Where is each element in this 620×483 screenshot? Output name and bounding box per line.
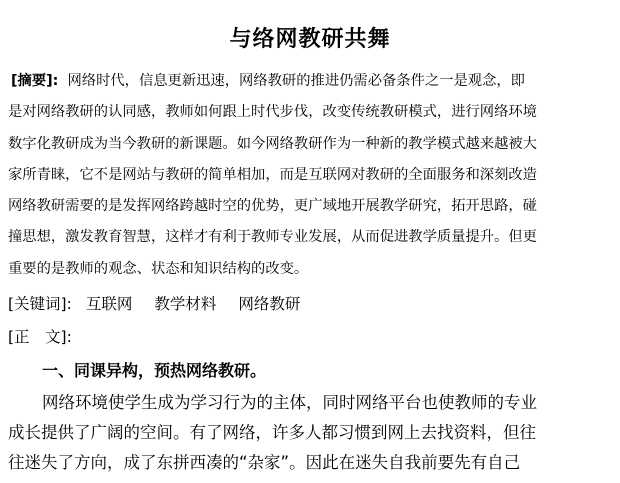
body-line: 往迷失了方向，成了东拼西凑的“杂家”。因此在迷失自我前要先有自己 [8, 453, 521, 472]
keyword: 教学材料 [154, 295, 217, 313]
abstract-line: 是对网络教研的认同感，教师如何跟上时代步伐，改变传统教研模式，进行网络环境 [8, 104, 537, 121]
abstract-line: 网络教研需要的是发挥网络跨越时空的优势，更广域地开展教学研究，拓开思路，碰 [8, 198, 537, 215]
abstract-label: [摘要]: [11, 73, 59, 89]
section-heading: 一、同课异构，预热网络教研。 [42, 361, 267, 380]
abstract-line: 撞思想，激发教育智慧，这样才有利于教师专业发展，从而促进教学质量提升。但更 [8, 229, 537, 246]
abstract-block [8, 66, 620, 285]
keyword: 互联网 [85, 295, 133, 313]
body-label: [正 文]: [8, 328, 72, 346]
keyword: 网络教研 [238, 295, 301, 313]
abstract-line [8, 66, 620, 97]
body-line: 网络环境使学生成为学习行为的主体，同时网络平台也使教师的专业 [42, 393, 537, 412]
keywords-line [8, 292, 300, 314]
body-paragraph [8, 388, 620, 478]
abstract-line: 家所青睐，它不是网站与教研的简单相加，而是互联网对教研的全面服务和深刻改造 [8, 166, 537, 183]
document-title: 与络网教研共舞 [229, 27, 391, 52]
abstract-line: 数字化教研成为当今教研的新课题。如今网络教研作为一种新的教学模式越来越被大 [8, 135, 537, 152]
abstract-line: 重要的是教师的观念、状态和知识结构的改变。 [8, 260, 309, 277]
keywords-label: [关键词]: [8, 295, 72, 313]
abstract-text: 网络时代，信息更新迅速，网络教研的推进仍需必备条件之一是观念，即 [67, 73, 525, 89]
body-line: 成长提供了广阔的空间。有了网络，许多人都习惯到网上去找资料，但往 [8, 423, 536, 442]
